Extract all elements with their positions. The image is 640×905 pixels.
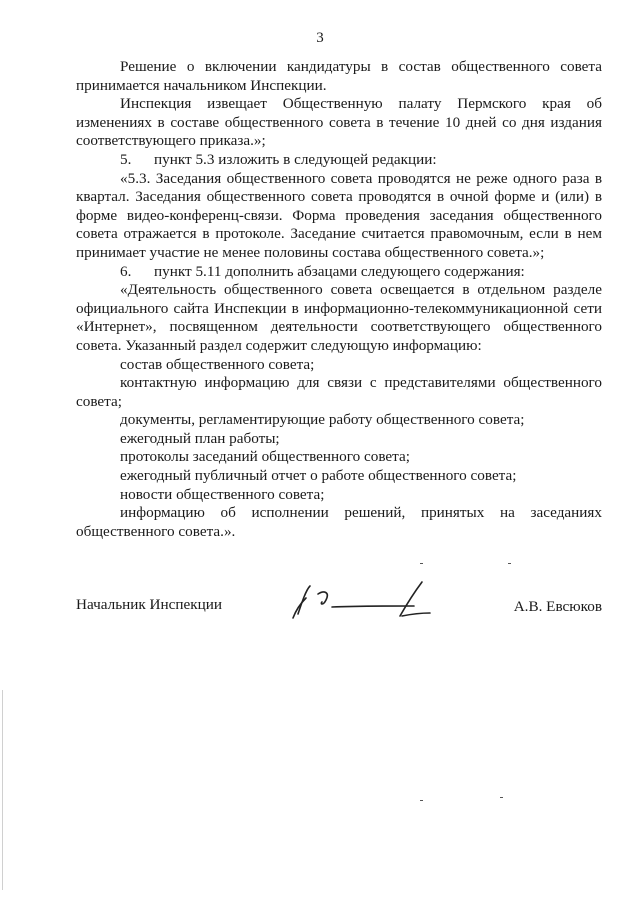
paragraph-number: 5. — [120, 150, 132, 168]
scan-speck — [508, 563, 511, 564]
scan-speck — [420, 563, 423, 564]
paragraph-text: пункт 5.3 изложить в следующей редакции: — [154, 150, 437, 168]
paragraph: новости общественного совета; — [120, 485, 325, 503]
handwritten-signature — [288, 580, 508, 630]
paragraph: информацию об исполнении решений, принятых на заседаниях общественного совета.». — [76, 504, 602, 540]
paragraph: «Деятельность общественного совета освещается в отдельном разделе официального сайта Инспекции в информационно-телекоммуникационной сети «Интернет», посвященном деятельности соответствующего общественного совета. Указанный раздел содержит следующую информацию: — [76, 281, 602, 354]
document-body — [76, 58, 602, 541]
paragraph: состав общественного совета; — [120, 355, 315, 373]
paragraph: ежегодный публичный отчет о работе общественного совета; — [120, 467, 517, 485]
paragraph-number: 6. — [120, 262, 132, 280]
numbered-paragraph — [76, 151, 602, 170]
paragraph: Инспекция извещает Общественную палату Пермского края об изменениях в составе общественного совета в течение 10 дней со дня издания соответствующего приказа.»; — [76, 95, 602, 150]
signature-block — [76, 580, 602, 630]
scan-speck — [420, 800, 423, 801]
paragraph: протоколы заседаний общественного совета; — [120, 448, 410, 466]
page-number: 3 — [316, 30, 324, 46]
numbered-paragraph — [76, 263, 602, 282]
paragraph: контактную информацию для связи с представителями общественного совета; — [76, 374, 602, 410]
scan-edge-line — [2, 690, 3, 890]
signatory-title: Начальник Инспекции — [76, 596, 223, 613]
paragraph: Решение о включении кандидатуры в состав общественного совета принимается начальником Инспекции. — [76, 58, 602, 94]
paragraph-text: пункт 5.11 дополнить абзацами следующего содержания: — [154, 262, 525, 280]
signatory-name: А.В. Евсюков — [513, 598, 602, 615]
paragraph: документы, регламентирующие работу общественного совета; — [120, 411, 525, 429]
paragraph: ежегодный план работы; — [120, 429, 280, 447]
scan-speck — [500, 797, 503, 798]
paragraph: «5.3. Заседания общественного совета проводятся не реже одного раза в квартал. Заседания общественного совета проводятся в очной форме и (или) в форме видео-конференц-связи. Форма проведения заседания общественного совета отражается в протоколе. Заседание считается правомочным, если в нем принимает участие не менее половины состава общественного совета.»; — [76, 169, 602, 261]
